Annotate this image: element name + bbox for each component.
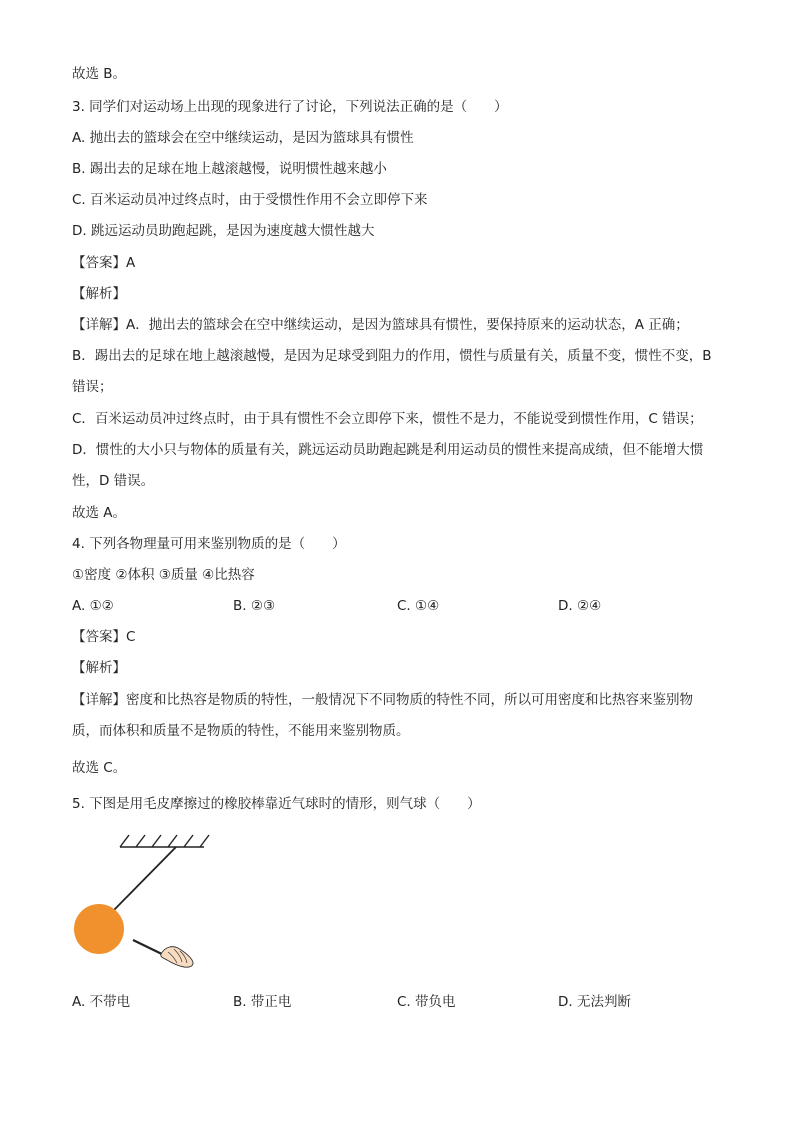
q5-option-a: A. 不带电 <box>72 994 131 1010</box>
q3-option-d: D. 跳远运动员助跑起跳，是因为速度越大惯性越大 <box>72 223 375 239</box>
q3-option-c: C. 百米运动员冲过终点时，由于受惯性作用不会立即停下来 <box>72 192 428 208</box>
q3-conclusion: 故选 A。 <box>72 505 127 521</box>
q3-stem: 3. 同学们对运动场上出现的现象进行了讨论，下列说法正确的是（ ） <box>72 99 508 115</box>
balloon-rod-figure <box>64 826 214 976</box>
q4-option-a: A. ①② <box>72 598 114 614</box>
q4-detail-line2: 质，而体积和质量不是物质的特性，不能用来鉴别物质。 <box>72 723 410 739</box>
q4-detail-line1: 【详解】密度和比热容是物质的特性，一般情况下不同物质的特性不同，所以可用密度和比热容来鉴别物 <box>72 692 693 708</box>
q4-conclusion: 故选 C。 <box>72 760 127 776</box>
q5-options <box>72 992 732 1012</box>
q4-analysis-label: 【解析】 <box>72 660 126 676</box>
q5-stem: 5. 下图是用毛皮摩擦过的橡胶棒靠近气球时的情形，则气球（ ） <box>72 796 481 812</box>
q3-detail-b: B．踢出去的足球在地上越滚越慢，是因为足球受到阻力的作用，惯性与质量有关，质量不变，惯性不变，B <box>72 348 712 364</box>
q4-stem: 4. 下列各物理量可用来鉴别物质的是（ ） <box>72 536 346 552</box>
hanging-string <box>114 847 176 910</box>
q4-items: ①密度 ②体积 ③质量 ④比热容 <box>72 567 255 583</box>
q3-detail-d: D．惯性的大小只与物体的质量有关，跳远运动员助跑起跳是利用运动员的惯性来提高成绩，但不能增大惯 <box>72 442 704 458</box>
q3-option-b: B. 踢出去的足球在地上越滚越慢，说明惯性越来越小 <box>72 161 387 177</box>
q4-option-d: D. ②④ <box>558 598 602 614</box>
q3-option-a: A. 抛出去的篮球会在空中继续运动，是因为篮球具有惯性 <box>72 130 414 146</box>
q4-options <box>72 596 732 616</box>
q3-detail-d-cont: 性，D 错误。 <box>72 473 155 489</box>
q5-option-c: C. 带负电 <box>397 994 456 1010</box>
q5-option-b: B. 带正电 <box>233 994 292 1010</box>
q5-option-d: D. 无法判断 <box>558 994 631 1010</box>
q3-detail-c: C．百米运动员冲过终点时，由于具有惯性不会立即停下来，惯性不是力，不能说受到惯性作用，C 错误； <box>72 411 703 427</box>
ceiling-support <box>120 835 209 847</box>
q3-analysis-label: 【解析】 <box>72 286 126 302</box>
q3-detail-b-cont: 错误； <box>72 379 113 395</box>
q3-detail-a: 【详解】A．抛出去的篮球会在空中继续运动，是因为篮球具有惯性，要保持原来的运动状态，A 正确； <box>72 317 689 333</box>
previous-answer-conclusion: 故选 B。 <box>72 66 127 82</box>
q4-option-c: C. ①④ <box>397 598 440 614</box>
q3-answer: 【答案】A <box>72 255 136 271</box>
q4-answer: 【答案】C <box>72 629 136 645</box>
q4-option-b: B. ②③ <box>233 598 276 614</box>
balloon <box>74 904 124 954</box>
hand-icon <box>161 947 193 968</box>
